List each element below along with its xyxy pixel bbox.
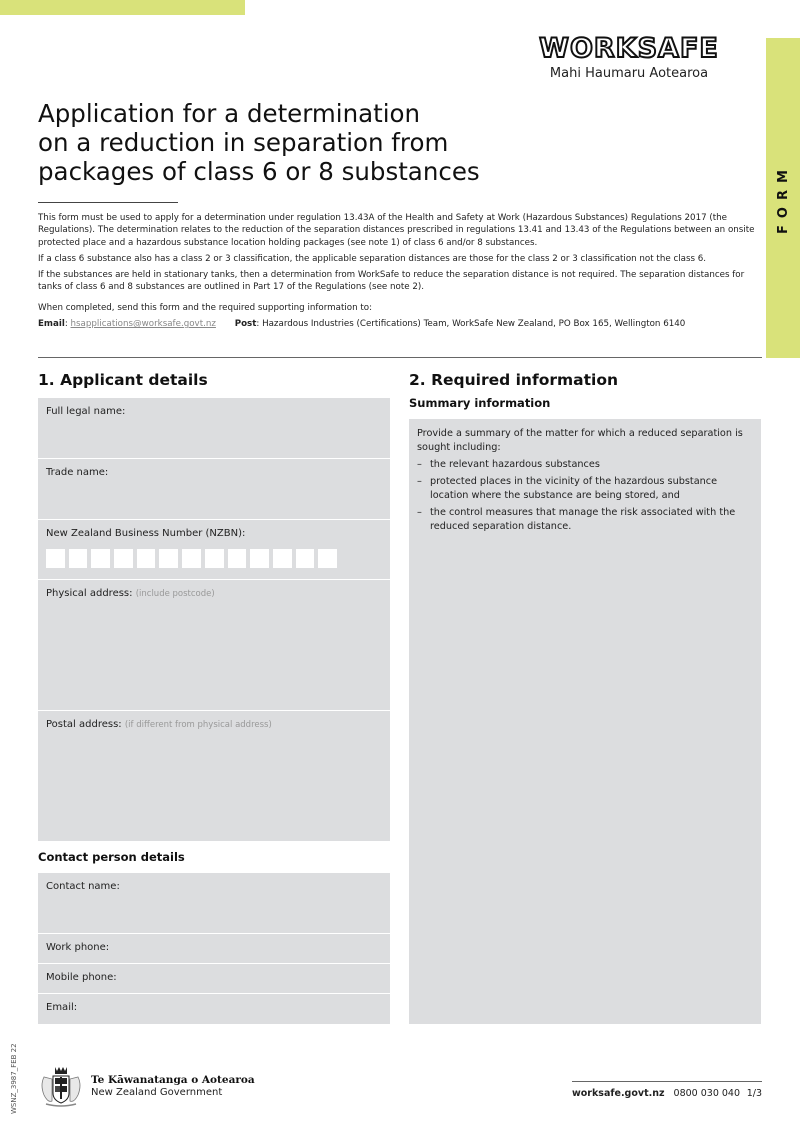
page-number: 1/3 xyxy=(746,1088,762,1099)
postal-address-field[interactable]: Postal address: (if different from physical address) xyxy=(38,711,390,841)
intro-paragraph: If a class 6 substance also has a class 2 or 3 classification, the applicable separation distances are those for the class 2 or 3 classification not the class 6. xyxy=(38,253,707,264)
logo-tagline: Mahi Haumaru Aotearoa xyxy=(549,66,709,81)
summary-info-field[interactable] xyxy=(409,419,761,1024)
gov-name-english: New Zealand Government xyxy=(91,1086,223,1098)
physical-address-field[interactable]: Physical address: (include postcode) xyxy=(38,580,390,710)
nzbn-field: New Zealand Business Number (NZBN): xyxy=(38,520,390,579)
section-divider xyxy=(38,357,762,358)
contact-email-field[interactable]: Email: xyxy=(38,994,390,1024)
nzbn-digit-input[interactable] xyxy=(250,549,269,568)
nz-government-logo xyxy=(38,1063,255,1108)
nzbn-digit-input[interactable] xyxy=(205,549,224,568)
work-phone-field[interactable]: Work phone: xyxy=(38,934,390,963)
coat-of-arms-icon xyxy=(38,1063,84,1108)
title-divider xyxy=(38,202,178,203)
summary-instructions: Provide a summary of the matter for which a reduced separation is sought including: xyxy=(417,428,743,453)
list-item: – protected places in the vicinity of the hazardous substance location where the substance are being stored, and xyxy=(417,475,753,503)
nzbn-digit-input[interactable] xyxy=(273,549,292,568)
footer-divider xyxy=(572,1081,762,1082)
nzbn-digit-input[interactable] xyxy=(69,549,88,568)
intro-paragraph: If the substances are held in stationary tanks, then a determination from WorkSafe to reduce the separation distance is not required. The separation distances for tanks of class 6 and 8 substances are outlined in Part 17 of the Regulations (see note 2). xyxy=(38,270,745,293)
top-accent-bar xyxy=(0,0,245,15)
gov-name-maori: Te Kāwanatanga o Aotearoa xyxy=(91,1073,255,1086)
summary-info-heading: Summary information xyxy=(409,396,551,410)
mobile-phone-field[interactable]: Mobile phone: xyxy=(38,964,390,993)
nzbn-digit-input[interactable] xyxy=(46,549,65,568)
nzbn-digit-input[interactable] xyxy=(296,549,315,568)
phone-number: 0800 030 040 xyxy=(673,1088,741,1099)
nzbn-digit-boxes xyxy=(46,549,337,568)
full-legal-name-field[interactable]: Full legal name: xyxy=(38,398,390,458)
nzbn-digit-input[interactable] xyxy=(159,549,178,568)
contact-line: Email: hsapplications@worksafe.govt.nz Post: Hazardous Industries (Certifications) Team, WorkSafe New Zealand, PO Box 165, Wellington 6140 xyxy=(38,319,686,330)
list-item: – the relevant hazardous substances xyxy=(417,458,753,472)
trade-name-field[interactable]: Trade name: xyxy=(38,459,390,519)
form-label: FORM xyxy=(775,162,791,234)
worksafe-logo xyxy=(524,34,734,81)
nzbn-digit-input[interactable] xyxy=(318,549,337,568)
email-link[interactable]: hsapplications@worksafe.govt.nz xyxy=(70,319,216,330)
nzbn-digit-input[interactable] xyxy=(228,549,247,568)
nzbn-digit-input[interactable] xyxy=(137,549,156,568)
section-heading-applicant: 1. Applicant details xyxy=(38,371,208,389)
nzbn-digit-input[interactable] xyxy=(114,549,133,568)
send-instruction: When completed, send this form and the required supporting information to: xyxy=(38,302,372,313)
contact-name-field[interactable]: Contact name: xyxy=(38,873,390,933)
intro-text xyxy=(38,212,758,334)
nzbn-digit-input[interactable] xyxy=(91,549,110,568)
intro-paragraph: This form must be used to apply for a determination under regulation 13.43A of the Health and Safety at Work (Hazardous Substances) Regulations 2017 (the Regulations). The determination relates to the reduction of the separation distances prescribed in regulations 13.41 and 13.43 of the Regulations between an onsite protected place and a hazardous substance location holding packages (see note 1) of class 6 and/or 8 substances. xyxy=(38,213,755,248)
page-title: Application for a determination on a reduction in separation from packages of class 6 or 8 substances xyxy=(38,99,480,186)
document-code: WSNZ_3987_FEB 22 xyxy=(10,1043,18,1114)
post-address: Hazardous Industries (Certifications) Team, WorkSafe New Zealand, PO Box 165, Wellington 6140 xyxy=(262,319,686,330)
section-heading-required-info: 2. Required information xyxy=(409,371,619,389)
website-link[interactable]: worksafe.govt.nz xyxy=(572,1088,665,1099)
footer-info xyxy=(572,1088,762,1099)
logo-wordmark: WORKSAFE xyxy=(539,33,719,64)
list-item: – the control measures that manage the risk associated with the reduced separation distance. xyxy=(417,506,753,534)
nzbn-digit-input[interactable] xyxy=(182,549,201,568)
summary-requirements-list xyxy=(417,458,753,534)
contact-details-heading: Contact person details xyxy=(38,850,185,864)
